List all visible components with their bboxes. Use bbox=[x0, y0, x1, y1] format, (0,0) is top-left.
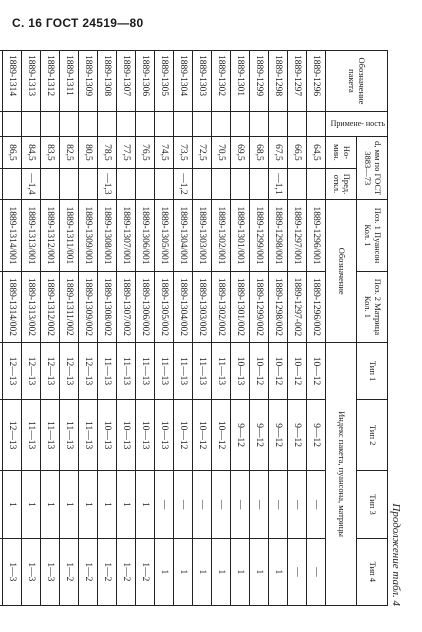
cell-p1: 1889-1306/001 bbox=[135, 200, 154, 271]
cell-code bbox=[0, 51, 2, 112]
cell-app bbox=[97, 111, 116, 136]
cell-t3: — bbox=[249, 471, 268, 538]
cell-t1: 11—13 bbox=[173, 343, 192, 400]
cell-p2: 1889-1297-002 bbox=[287, 271, 306, 342]
page-header: С. 16 ГОСТ 24519—80 bbox=[12, 16, 144, 30]
cell-t3: — bbox=[287, 471, 306, 538]
cell-p1: 1889-1312/001 bbox=[40, 200, 59, 271]
cell-t4: 1—2 bbox=[78, 538, 97, 605]
col-type3-header: Тип 3 bbox=[356, 471, 387, 538]
cell-t3: 1 bbox=[2, 471, 21, 538]
table-body bbox=[0, 51, 325, 606]
cell-t1: 12—13 bbox=[2, 343, 21, 400]
cell-t1: 10—12 bbox=[268, 343, 287, 400]
cell-t2: 12—13 bbox=[2, 399, 21, 470]
cell-code: 1889-1298 bbox=[268, 51, 287, 112]
cell-app bbox=[211, 111, 230, 136]
col-d-nom-header: Но- мин. bbox=[325, 137, 356, 169]
cell-p2: 1889-1299/002 bbox=[249, 271, 268, 342]
cell-code: 1889-1309 bbox=[78, 51, 97, 112]
cell-code: 1889-1303 bbox=[192, 51, 211, 112]
cell-dev bbox=[59, 168, 78, 200]
cell-t4: 1 bbox=[268, 538, 287, 605]
cell-t4: 1—3 bbox=[40, 538, 59, 605]
cell-p1: 1889-1304/001 bbox=[173, 200, 192, 271]
cell-p1: 1889-1298/001 bbox=[268, 200, 287, 271]
cell-t3: — bbox=[306, 471, 325, 538]
cell-code: 1889-1308 bbox=[97, 51, 116, 112]
rotated-table-block bbox=[6, 50, 402, 610]
cell-app bbox=[21, 111, 40, 136]
col-index-note-header: Индекс пакета, пуансона, матрицы bbox=[325, 343, 356, 606]
cell-dev bbox=[230, 168, 249, 200]
table-row bbox=[21, 51, 40, 606]
cell-t4: — bbox=[306, 538, 325, 605]
cell-t2 bbox=[0, 399, 2, 470]
cell-dev bbox=[154, 168, 173, 200]
table-row bbox=[0, 51, 2, 606]
table-row bbox=[97, 51, 116, 606]
col-type2-header: Тип 2 bbox=[356, 399, 387, 470]
cell-dev bbox=[192, 168, 211, 200]
table-row bbox=[78, 51, 97, 606]
cell-dev: —1,2 bbox=[173, 168, 192, 200]
col-d-header: d, мм по ГОСТ 3883—73 bbox=[356, 137, 387, 200]
cell-code: 1889-1299 bbox=[249, 51, 268, 112]
cell-p2 bbox=[0, 271, 2, 342]
cell-t2: 9—12 bbox=[249, 399, 268, 470]
cell-t4: 1 bbox=[211, 538, 230, 605]
cell-nom: 80,5 bbox=[78, 137, 97, 169]
cell-t1: 11—13 bbox=[97, 343, 116, 400]
cell-p2: 1889-1313/002 bbox=[21, 271, 40, 342]
col-pos2-header: Поз. 2 Матрица Кол. 1 bbox=[356, 271, 387, 342]
cell-dev bbox=[116, 168, 135, 200]
cell-code: 1889-1313 bbox=[21, 51, 40, 112]
cell-nom: 82,5 bbox=[59, 137, 78, 169]
cell-app bbox=[40, 111, 59, 136]
cell-app bbox=[0, 111, 2, 136]
cell-t4: 1—2 bbox=[116, 538, 135, 605]
cell-t2: 9—12 bbox=[287, 399, 306, 470]
cell-p2: 1889-1308/002 bbox=[97, 271, 116, 342]
table-row bbox=[173, 51, 192, 606]
cell-t2: 10—12 bbox=[211, 399, 230, 470]
cell-p1: 1889-1311/001 bbox=[59, 200, 78, 271]
table-row bbox=[59, 51, 78, 606]
cell-dev bbox=[211, 168, 230, 200]
cell-p2: 1889-1311/002 bbox=[59, 271, 78, 342]
cell-p2: 1889-1314/002 bbox=[2, 271, 21, 342]
cell-dev: —1,1 bbox=[268, 168, 287, 200]
cell-t3: 1 bbox=[21, 471, 40, 538]
table-row bbox=[40, 51, 59, 606]
cell-p2: 1889-1306/002 bbox=[135, 271, 154, 342]
table-row bbox=[2, 51, 21, 606]
cell-t4: 1 bbox=[230, 538, 249, 605]
cell-t4: 1—2 bbox=[59, 538, 78, 605]
cell-p2: 1889-1298/002 bbox=[268, 271, 287, 342]
cell-t2: 10—12 bbox=[173, 399, 192, 470]
cell-nom: 70,5 bbox=[211, 137, 230, 169]
cell-t4: — bbox=[287, 538, 306, 605]
cell-t1: 11—13 bbox=[135, 343, 154, 400]
cell-t3 bbox=[0, 471, 2, 538]
col-designation2-header: Обозначение bbox=[325, 200, 356, 343]
cell-nom: 78,5 bbox=[97, 137, 116, 169]
table-row bbox=[287, 51, 306, 606]
cell-t3: — bbox=[211, 471, 230, 538]
cell-p2: 1889-1304/002 bbox=[173, 271, 192, 342]
col-application-header: Примене- ность bbox=[325, 111, 387, 136]
cell-p1 bbox=[0, 200, 2, 271]
cell-app bbox=[287, 111, 306, 136]
cell-app bbox=[59, 111, 78, 136]
cell-code: 1889-1296 bbox=[306, 51, 325, 112]
cell-app bbox=[173, 111, 192, 136]
col-pos1-header: Поз. 1 Пуансон Кол. 1 bbox=[356, 200, 387, 271]
cell-p1: 1889-1301/001 bbox=[230, 200, 249, 271]
cell-app bbox=[2, 111, 21, 136]
cell-nom: 84,5 bbox=[21, 137, 40, 169]
table-row bbox=[268, 51, 287, 606]
cell-nom: 83,5 bbox=[40, 137, 59, 169]
cell-p2: 1889-1302/002 bbox=[211, 271, 230, 342]
cell-t3: 1 bbox=[40, 471, 59, 538]
cell-code: 1889-1297 bbox=[287, 51, 306, 112]
cell-t2: 11—13 bbox=[59, 399, 78, 470]
cell-t4: 1—2 bbox=[135, 538, 154, 605]
cell-p1: 1889-1314/001 bbox=[2, 200, 21, 271]
cell-code: 1889-1307 bbox=[116, 51, 135, 112]
col-type4-header: Тип 4 bbox=[356, 538, 387, 605]
cell-t1: 10—12 bbox=[249, 343, 268, 400]
cell-p1: 1889-1297/001 bbox=[287, 200, 306, 271]
cell-t3: — bbox=[173, 471, 192, 538]
cell-dev bbox=[0, 168, 2, 200]
cell-t2: 11—13 bbox=[78, 399, 97, 470]
cell-p1: 1889-1309/001 bbox=[78, 200, 97, 271]
cell-nom: 67,5 bbox=[268, 137, 287, 169]
cell-p1: 1889-1303/001 bbox=[192, 200, 211, 271]
cell-t2: 10—13 bbox=[116, 399, 135, 470]
cell-dev bbox=[306, 168, 325, 200]
cell-nom: 74,5 bbox=[154, 137, 173, 169]
cell-code: 1889-1302 bbox=[211, 51, 230, 112]
cell-code: 1889-1301 bbox=[230, 51, 249, 112]
cell-t3: 1 bbox=[59, 471, 78, 538]
cell-t2: 11—13 bbox=[40, 399, 59, 470]
cell-nom: 69,5 bbox=[230, 137, 249, 169]
cell-t1: 12—13 bbox=[78, 343, 97, 400]
cell-p2: 1889-1303/002 bbox=[192, 271, 211, 342]
cell-t2: 9—12 bbox=[306, 399, 325, 470]
cell-p1: 1889-1307/001 bbox=[116, 200, 135, 271]
table-row bbox=[154, 51, 173, 606]
cell-t4: 1 bbox=[173, 538, 192, 605]
cell-p1: 1889-1296/001 bbox=[306, 200, 325, 271]
cell-t4: 1—3 bbox=[21, 538, 40, 605]
cell-code: 1889-1305 bbox=[154, 51, 173, 112]
cell-app bbox=[268, 111, 287, 136]
cell-t3: 1 bbox=[97, 471, 116, 538]
table-row bbox=[230, 51, 249, 606]
cell-dev bbox=[40, 168, 59, 200]
cell-dev bbox=[287, 168, 306, 200]
cell-code: 1889-1312 bbox=[40, 51, 59, 112]
cell-t1: 12—13 bbox=[21, 343, 40, 400]
cell-code: 1889-1306 bbox=[135, 51, 154, 112]
cell-code: 1889-1311 bbox=[59, 51, 78, 112]
cell-t1: 10—12 bbox=[306, 343, 325, 400]
cell-p2: 1889-1301/002 bbox=[230, 271, 249, 342]
cell-app bbox=[135, 111, 154, 136]
cell-t4: 1 bbox=[192, 538, 211, 605]
cell-nom: 66,5 bbox=[287, 137, 306, 169]
data-table bbox=[0, 50, 388, 606]
cell-t1: 10—13 bbox=[230, 343, 249, 400]
cell-t3: — bbox=[154, 471, 173, 538]
cell-app bbox=[116, 111, 135, 136]
cell-p2: 1889-1312/002 bbox=[40, 271, 59, 342]
cell-p1: 1889-1305/001 bbox=[154, 200, 173, 271]
cell-t3: — bbox=[192, 471, 211, 538]
cell-app bbox=[192, 111, 211, 136]
cell-app bbox=[249, 111, 268, 136]
cell-t2: 10—12 bbox=[192, 399, 211, 470]
cell-t1 bbox=[0, 343, 2, 400]
cell-p2: 1889-1305/002 bbox=[154, 271, 173, 342]
cell-t2: 10—13 bbox=[154, 399, 173, 470]
cell-t2: 10—13 bbox=[135, 399, 154, 470]
cell-t3: 1 bbox=[116, 471, 135, 538]
cell-nom: 72,5 bbox=[192, 137, 211, 169]
col-d-dev-header: Пред. откл. bbox=[325, 168, 356, 200]
cell-t1: 11—13 bbox=[192, 343, 211, 400]
cell-t2: 11—13 bbox=[21, 399, 40, 470]
cell-dev bbox=[78, 168, 97, 200]
cell-t3: — bbox=[230, 471, 249, 538]
cell-t4: 1—3 bbox=[2, 538, 21, 605]
table-row bbox=[249, 51, 268, 606]
cell-t1: 11—13 bbox=[116, 343, 135, 400]
cell-app bbox=[306, 111, 325, 136]
cell-t2: 9—12 bbox=[230, 399, 249, 470]
cell-code: 1889-1314 bbox=[2, 51, 21, 112]
cell-p2: 1889-1307/002 bbox=[116, 271, 135, 342]
cell-t4 bbox=[0, 538, 2, 605]
table-row bbox=[211, 51, 230, 606]
cell-nom: 73,5 bbox=[173, 137, 192, 169]
table-row bbox=[116, 51, 135, 606]
cell-p2: 1889-1296/002 bbox=[306, 271, 325, 342]
cell-t3: 1 bbox=[135, 471, 154, 538]
cell-t1: 11—13 bbox=[211, 343, 230, 400]
cell-p1: 1889-1299/001 bbox=[249, 200, 268, 271]
cell-t1: 12—13 bbox=[40, 343, 59, 400]
cell-t3: 1 bbox=[78, 471, 97, 538]
cell-t2: 9—12 bbox=[268, 399, 287, 470]
cell-p2: 1889-1309/002 bbox=[78, 271, 97, 342]
table-row bbox=[306, 51, 325, 606]
cell-t3: — bbox=[268, 471, 287, 538]
cell-nom: 68,5 bbox=[249, 137, 268, 169]
cell-app bbox=[154, 111, 173, 136]
cell-t1: 12—13 bbox=[59, 343, 78, 400]
table-row bbox=[135, 51, 154, 606]
cell-t4: 1—2 bbox=[97, 538, 116, 605]
col-type1-header: Тип 1 bbox=[356, 343, 387, 400]
cell-nom: 64,5 bbox=[306, 137, 325, 169]
cell-t4: 1 bbox=[249, 538, 268, 605]
cell-nom: 86,5 bbox=[2, 137, 21, 169]
cell-t2: 10—13 bbox=[97, 399, 116, 470]
cell-app bbox=[78, 111, 97, 136]
cell-p1: 1889-1302/001 bbox=[211, 200, 230, 271]
cell-dev: —1,3 bbox=[97, 168, 116, 200]
cell-t1: 11—13 bbox=[154, 343, 173, 400]
table-caption: Продолжение табл. 4 bbox=[390, 503, 402, 606]
cell-nom: 76,5 bbox=[135, 137, 154, 169]
cell-p1: 1889-1313/001 bbox=[21, 200, 40, 271]
cell-nom bbox=[0, 137, 2, 169]
cell-dev bbox=[2, 168, 21, 200]
col-designation-header: Обозначение пакета bbox=[325, 51, 387, 112]
cell-p1: 1889-1308/001 bbox=[97, 200, 116, 271]
cell-dev: —1,4 bbox=[21, 168, 40, 200]
table-row bbox=[192, 51, 211, 606]
cell-dev bbox=[249, 168, 268, 200]
cell-app bbox=[230, 111, 249, 136]
cell-nom: 77,5 bbox=[116, 137, 135, 169]
cell-t1: 10—12 bbox=[287, 343, 306, 400]
cell-dev bbox=[135, 168, 154, 200]
cell-code: 1889-1304 bbox=[173, 51, 192, 112]
cell-t4: 1 bbox=[154, 538, 173, 605]
